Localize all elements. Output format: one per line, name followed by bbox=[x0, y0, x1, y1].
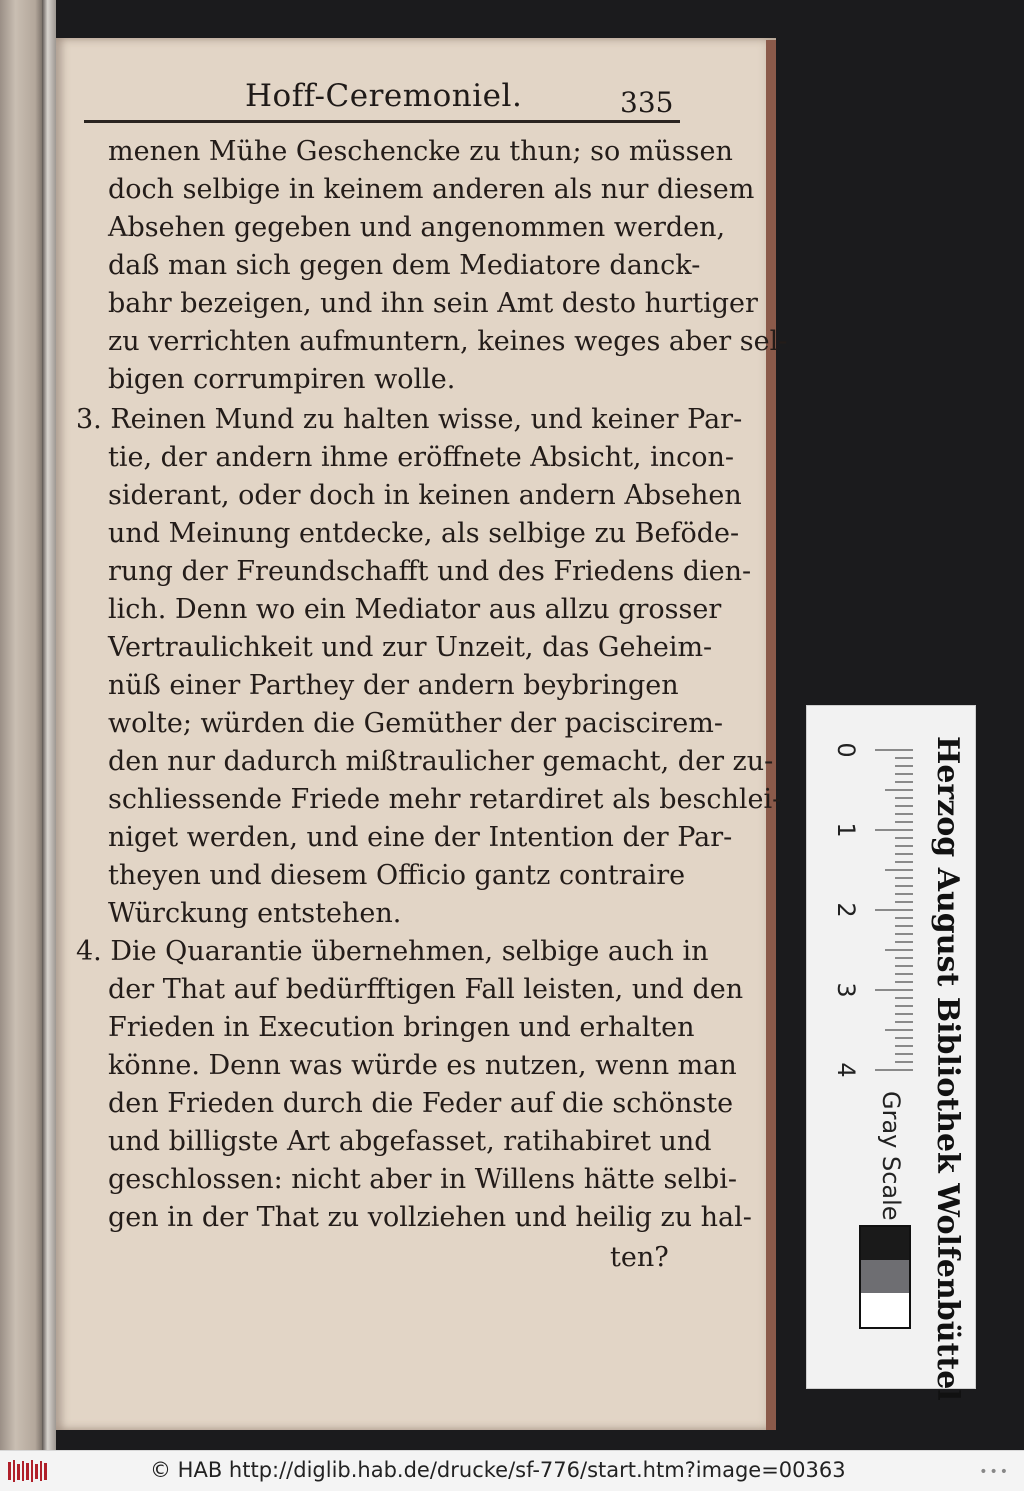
text-line: 4. Die Quarantie übernehmen, selbige auch in bbox=[76, 936, 709, 967]
text-line: menen Mühe Geschencke zu thun; so müssen bbox=[108, 136, 733, 167]
page-right-edge bbox=[766, 40, 776, 1430]
text-line: den nur dadurch mißtraulicher gemacht, der zu- bbox=[108, 746, 774, 777]
gray-scale-swatches bbox=[859, 1225, 911, 1329]
tick-label: 4 bbox=[832, 1062, 860, 1078]
text-line: und Meinung entdecke, als selbige zu Beföde- bbox=[108, 518, 740, 549]
scale-ruler-card bbox=[806, 705, 976, 1401]
page-number: 335 bbox=[620, 86, 674, 119]
header-rule bbox=[84, 120, 680, 123]
text-line: geschlossen: nicht aber in Willens hätte selbi- bbox=[108, 1164, 737, 1195]
ruler-ticks bbox=[873, 746, 913, 1076]
text-line: ten? bbox=[610, 1242, 669, 1273]
tick-label: 3 bbox=[832, 982, 860, 998]
gray-scale-text: Gray Scale bbox=[877, 1091, 905, 1221]
text-line: und billigste Art abgefasset, ratihabiret und bbox=[108, 1126, 712, 1157]
text-line: der That auf bedürfftigen Fall leisten, und den bbox=[108, 974, 744, 1005]
tick-label: 2 bbox=[832, 902, 860, 918]
text-line: lich. Denn wo ein Mediator aus allzu grosser bbox=[108, 594, 722, 625]
tick-label: 0 bbox=[832, 742, 860, 758]
tick-label: 1 bbox=[832, 822, 860, 838]
text-line: bigen corrumpiren wolle. bbox=[108, 364, 456, 395]
footer-copyright: © HAB http://diglib.hab.de/drucke/sf-776/start.htm?image=00363 bbox=[150, 1458, 846, 1482]
swatch-gray bbox=[861, 1260, 909, 1293]
running-header bbox=[245, 78, 695, 118]
text-line: siderant, oder doch in keinen andern Absehen bbox=[108, 480, 742, 511]
footer-bar bbox=[0, 1450, 1024, 1491]
text-line: könne. Denn was würde es nutzen, wenn man bbox=[108, 1050, 737, 1081]
text-line: Absehen gegeben und angenommen werden, bbox=[108, 212, 726, 243]
text-line: Würckung entstehen. bbox=[108, 898, 402, 929]
text-line: schliessende Friede mehr retardiret als beschlei- bbox=[108, 784, 782, 815]
text-line: gen in der That zu vollziehen und heilig zu hal- bbox=[108, 1202, 752, 1233]
library-brand-text: Herzog August Bibliothek Wolfenbüttel bbox=[930, 736, 965, 1401]
text-line: zu verrichten aufmuntern, keines weges aber sel- bbox=[108, 326, 788, 357]
left-page-sliver bbox=[0, 0, 44, 1450]
text-line: daß man sich gegen dem Mediatore danck- bbox=[108, 250, 701, 281]
text-line: Vertraulichkeit und zur Unzeit, das Geheim- bbox=[108, 632, 713, 663]
swatch-black bbox=[861, 1227, 909, 1260]
left-page-edge bbox=[42, 0, 56, 1450]
text-line: theyen und diesem Officio gantz contraire bbox=[108, 860, 686, 891]
hab-logo-icon bbox=[8, 1460, 48, 1482]
text-line: bahr bezeigen, und ihn sein Amt desto hurtiger bbox=[108, 288, 758, 319]
text-line: Frieden in Execution bringen und erhalten bbox=[108, 1012, 695, 1043]
text-line: niget werden, und eine der Intention der Par- bbox=[108, 822, 733, 853]
text-line: 3. Reinen Mund zu halten wisse, und keiner Par- bbox=[76, 404, 743, 435]
text-line: tie, der andern ihme eröffnete Absicht, incon- bbox=[108, 442, 735, 473]
page-title: Hoff-Ceremoniel. bbox=[245, 78, 523, 114]
text-line: wolte; würden die Gemüther der paciscirem- bbox=[108, 708, 723, 739]
text-line: doch selbige in keinem anderen als nur diesem bbox=[108, 174, 755, 205]
text-line: rung der Freundschafft und des Friedens dien- bbox=[108, 556, 752, 587]
text-line: nüß einer Parthey der andern beybringen bbox=[108, 670, 679, 701]
library-brand bbox=[925, 736, 969, 1401]
text-line: den Frieden durch die Feder auf die schönste bbox=[108, 1088, 734, 1119]
swatch-white bbox=[861, 1293, 909, 1327]
more-options-icon[interactable]: ••• bbox=[979, 1464, 1010, 1480]
